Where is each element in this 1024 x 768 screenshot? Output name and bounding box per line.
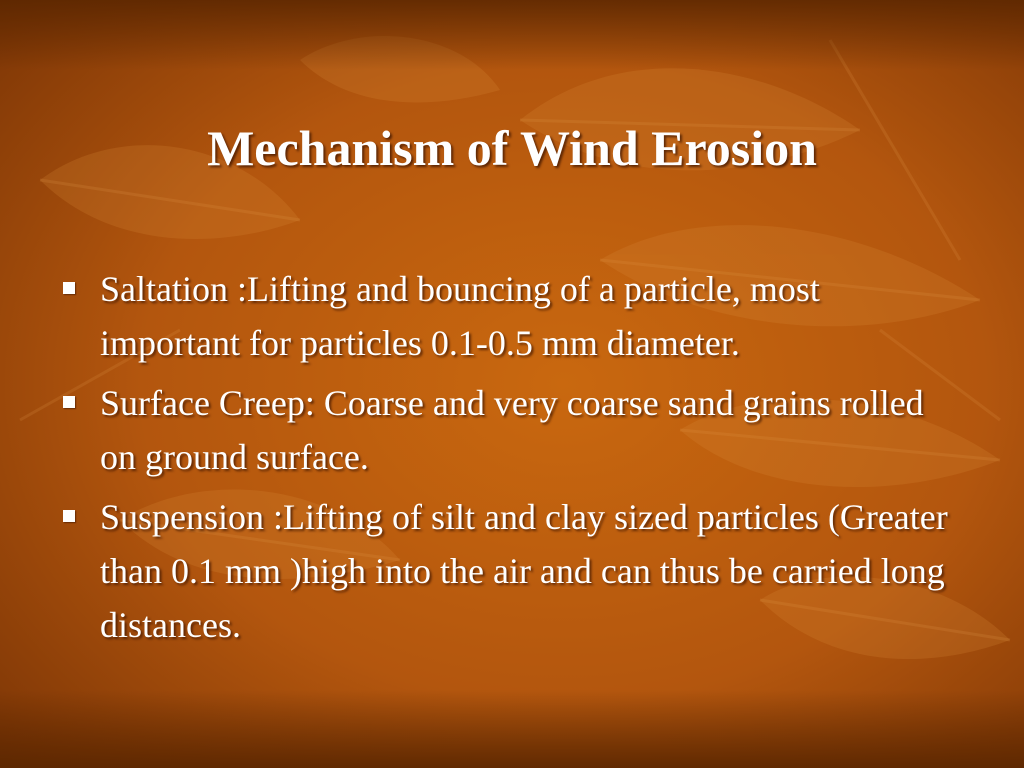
bullet-item-surface-creep (100, 376, 960, 484)
bullet-text: Surface Creep: Coarse and very coarse sand grains rolled on ground surface. (100, 383, 924, 477)
square-bullet-icon (63, 510, 75, 522)
bullet-text: Saltation :Lifting and bouncing of a particle, most important for particles 0.1-0.5 mm diameter. (100, 269, 820, 363)
bullet-item-saltation (100, 262, 960, 370)
bullet-list (100, 262, 960, 658)
square-bullet-icon (63, 282, 75, 294)
bullet-text: Suspension :Lifting of silt and clay sized particles (Greater than 0.1 mm )high into the air and can thus be carried long distances. (100, 497, 948, 645)
slide-title: Mechanism of Wind Erosion (207, 120, 817, 176)
square-bullet-icon (63, 396, 75, 408)
bullet-item-suspension (100, 490, 960, 652)
